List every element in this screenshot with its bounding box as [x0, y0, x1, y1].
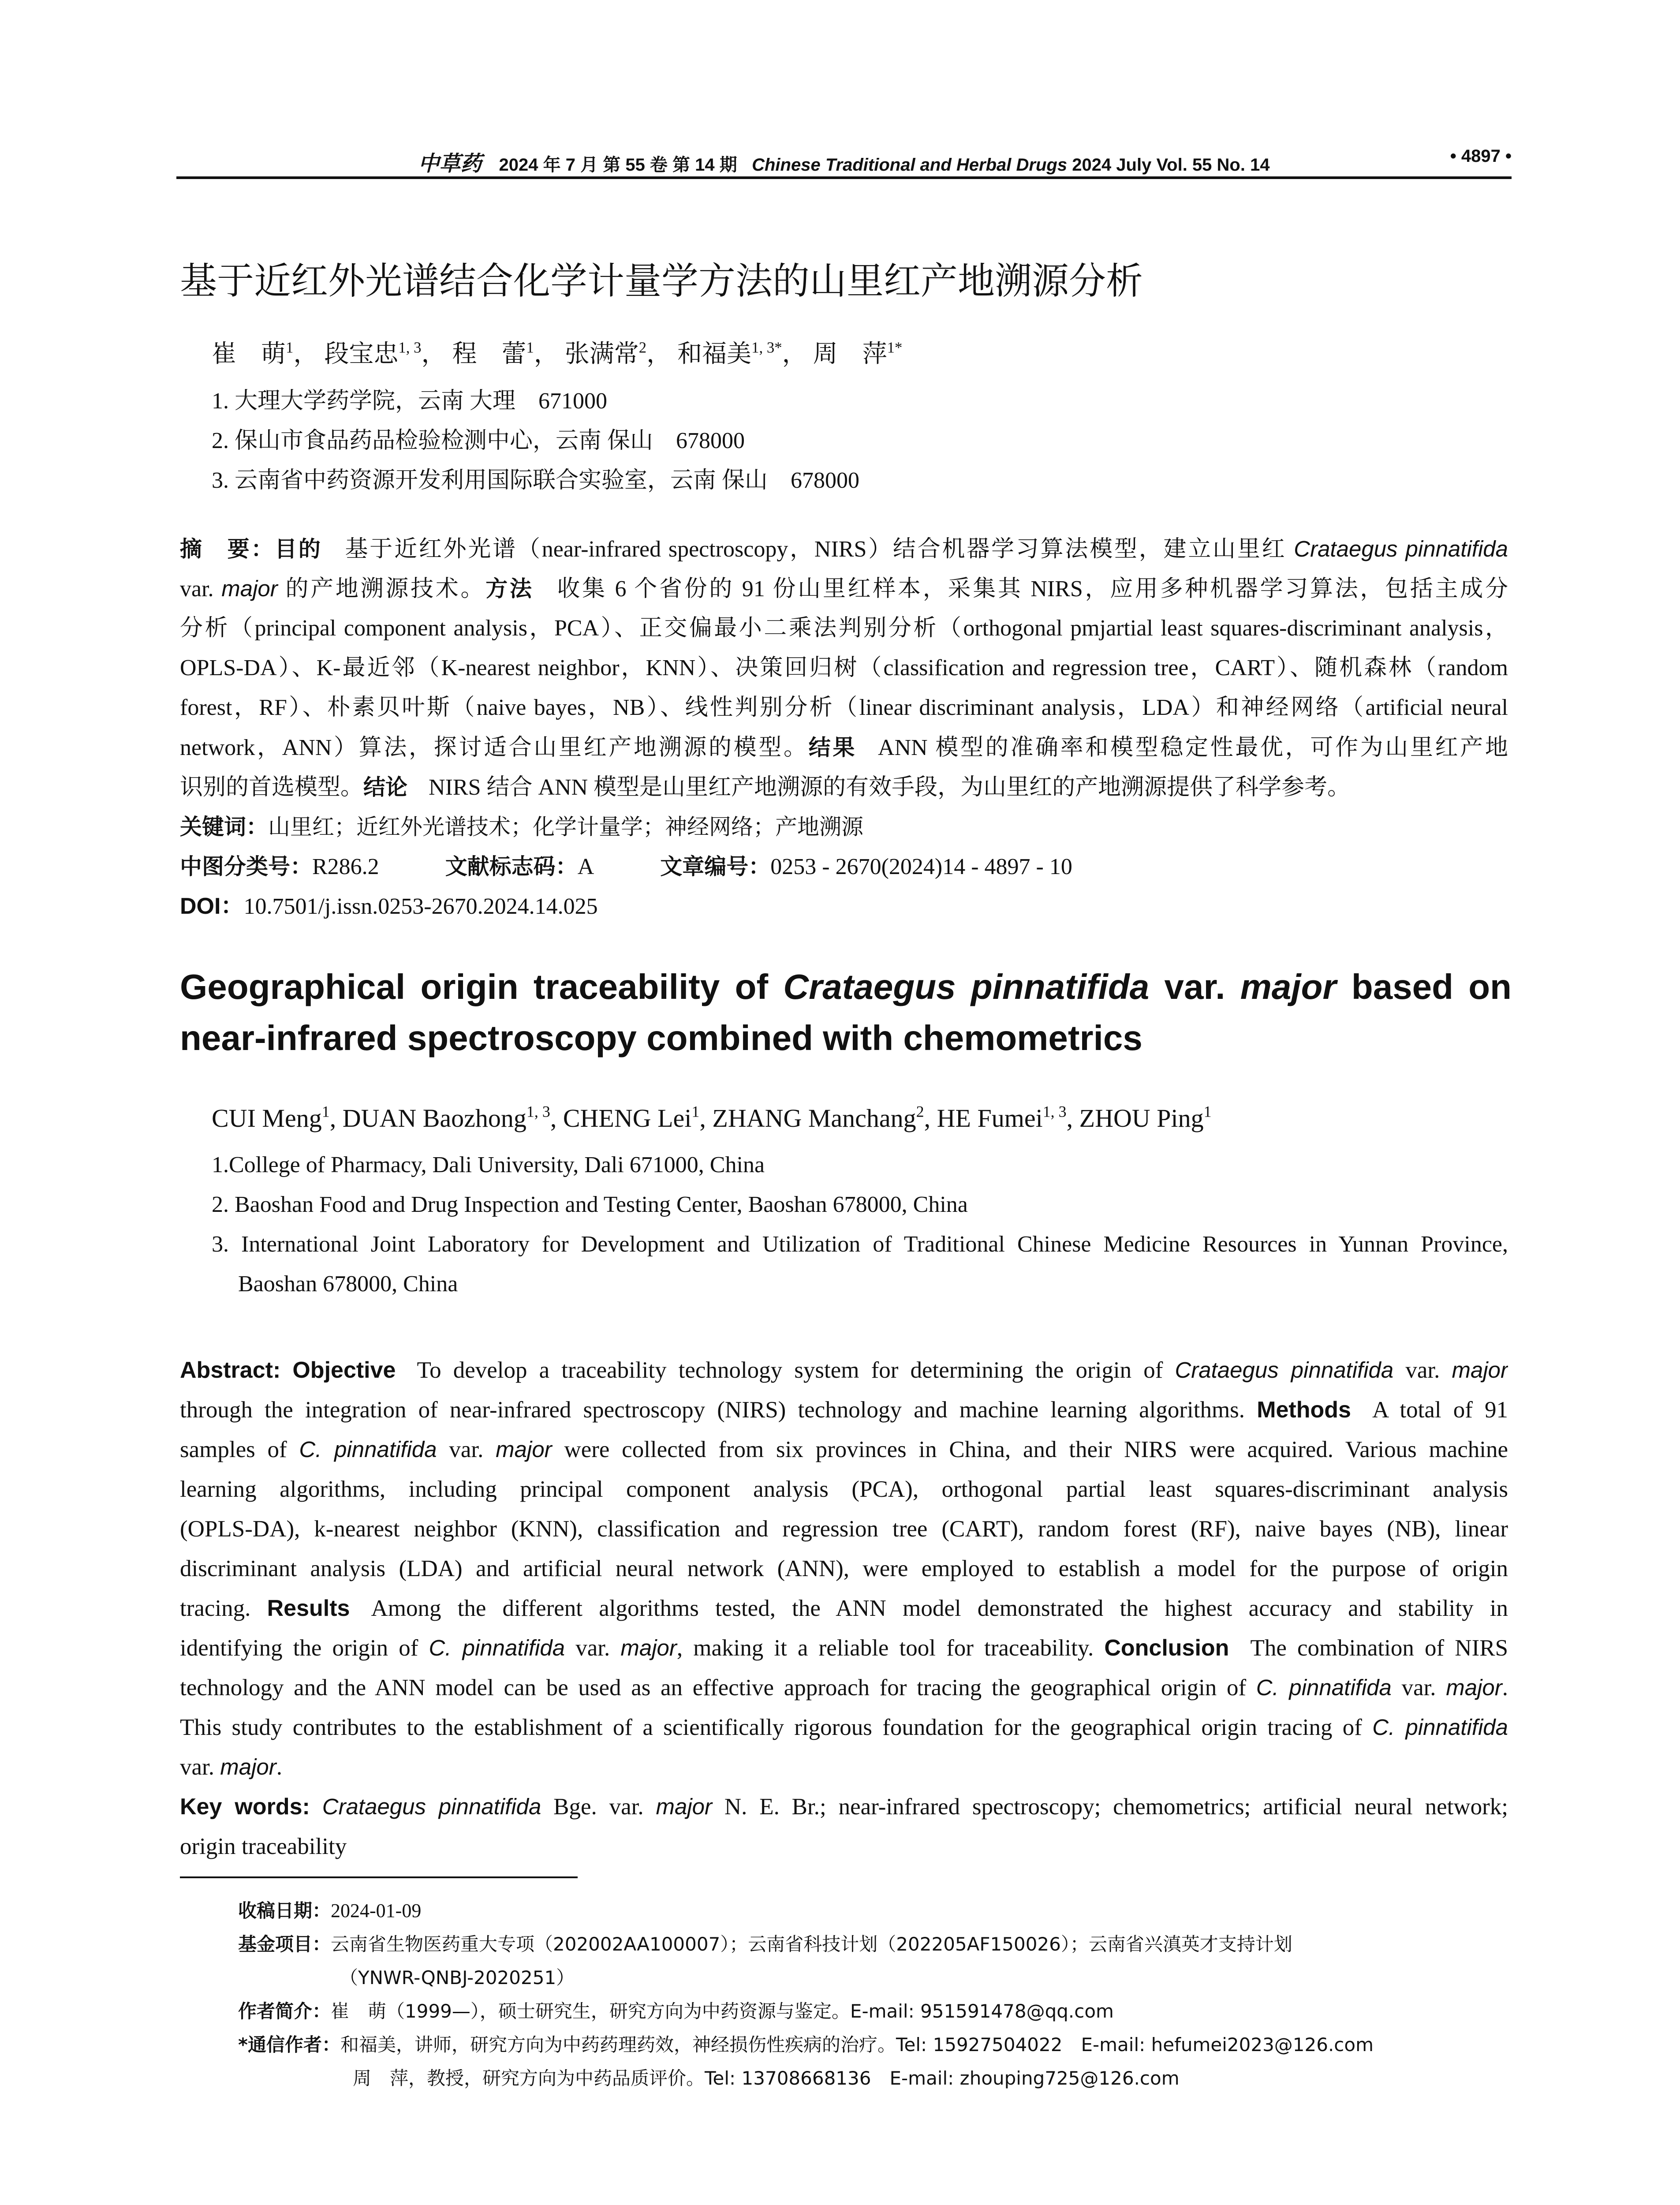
methods-label-en: Methods	[1257, 1397, 1351, 1423]
affiliation-cn: 2. 保山市食品药品检验检测中心，云南 保山 678000	[212, 428, 745, 453]
objective-label: 目的	[275, 536, 322, 562]
abstract-en-line: technology and the ANN model can be used as an effective approach for tracing the geographical origin of C. pinnatifida var. major.	[180, 1675, 1508, 1700]
footnote-received: 收稿日期：2024-01-09	[238, 1900, 422, 1921]
running-header	[176, 142, 1512, 179]
objective-label-en: Objective	[292, 1357, 396, 1383]
author-cn: 张满常	[564, 340, 639, 368]
footnote-divider	[180, 1876, 578, 1878]
affiliation-en: 2. Baoshan Food and Drug Inspection and Testing Center, Baoshan 678000, China	[212, 1192, 968, 1217]
keywords-en-line: origin traceability	[180, 1834, 347, 1859]
keywords-en: Key words: Crataegus pinnatifida Bge. var. major N. E. Br.; near-infrared spectroscopy; chemometrics; artificial neural network;	[180, 1794, 1508, 1820]
affiliation-cn: 3. 云南省中药资源开发利用国际联合实验室，云南 保山 678000	[212, 468, 860, 493]
conclusion-label: 结论	[363, 774, 408, 800]
keywords-cn: 关键词：山里红；近红外光谱技术；化学计量学；神经网络；产地溯源	[180, 814, 863, 840]
results-label-en: Results	[267, 1596, 350, 1621]
author-en: HE Fumei	[937, 1104, 1043, 1132]
abstract-en-line: This study contributes to the establishment of a scientifically rigorous foundation for the geographical origin tracing of C. pinnatifida	[180, 1715, 1508, 1740]
classification-line: 中图分类号：R286.2 文献标志码：A 文章编号：0253 - 2670(2024)14 - 4897 - 10	[180, 854, 1072, 879]
affiliation-en: 3. International Joint Laboratory for Development and Utilization of Traditional Chinese Medicine Resources in Yunnan Province,	[212, 1232, 1508, 1257]
issue-cn: 2024 年 7 月 第 55 卷 第 14 期	[499, 155, 737, 175]
author-en: DUAN Baozhong	[342, 1104, 526, 1132]
abstract-cn-line: 识别的首选模型。结论 NIRS 结合 ANN 模型是山里红产地溯源的有效手段，为山里红的产地溯源提供了科学参考。	[180, 774, 1351, 800]
abstract-cn-line: network，ANN）算法，探讨适合山里红产地溯源的模型。结果 ANN 模型的准确率和模型稳定性最优，可作为山里红产地	[180, 735, 1508, 760]
author-en: CHENG Lei	[563, 1104, 692, 1132]
affiliation-en: Baoshan 678000, China	[238, 1271, 458, 1297]
authors-cn: 崔 萌$^1$， 段宝忠$^{1, 3}$， 程 蕾$^1$， 张满常$^2$， 和福美$^{1, 3*}$， 周 萍$^{1*}$	[212, 339, 903, 368]
abstract-en-line: var. major.	[180, 1754, 283, 1780]
footnote-fund: 基金项目：云南省生物医药重大专项（202002AA100007）；云南省科技计划（202205AF150026）；云南省兴滇英才支持计划	[238, 1933, 1292, 1955]
abstract-cn-line: 摘 要：目的 基于近红外光谱（near-infrared spectroscopy，NIRS）结合机器学习算法模型，建立山里红 Crataegus pinnatifida	[180, 536, 1508, 562]
abstract-en-line: discriminant analysis (LDA) and artificial neural network (ANN), were employed to establish a model for the purpose of origin	[180, 1556, 1508, 1581]
author-en: CUI Meng	[212, 1104, 322, 1132]
journal-name-en: Chinese Traditional and Herbal Drugs	[752, 155, 1068, 175]
abstract-en-line: (OPLS-DA), k-nearest neighbor (KNN), classification and regression tree (CART), random forest (RF), naive bayes (NB), linear	[180, 1516, 1508, 1542]
abstract-en-line: through the integration of near-infrared spectroscopy (NIRS) technology and machine learning algorithms. Methods A total of 91	[180, 1397, 1508, 1423]
conclusion-label-en: Conclusion	[1104, 1635, 1229, 1661]
footnote-corresponding: *通信作者：和福美，讲师，研究方向为中药药理药效，神经损伤性疾病的治疗。Tel: 15927504022 E-mail: hefumei2023@126.com	[238, 2034, 1374, 2056]
authors-en: CUI Meng$^1$, DUAN Baozhong$^{1, 3}$, CHENG Lei$^1$, ZHANG Manchang$^2$, HE Fumei$^{1, 3}$, ZHOU Ping$^1$	[212, 1102, 1212, 1132]
journal-logo: 中草药	[418, 151, 482, 176]
author-en: ZHANG Manchang	[712, 1104, 916, 1132]
footnote-fund-cont: （YNWR-QNBJ-2020251）	[340, 1967, 575, 1988]
title-en: Geographical origin traceability of Crataegus pinnatifida var. major based on near-infrared spectroscopy combined with chemometrics	[180, 967, 1512, 1058]
doi-link[interactable]: 10.7501/j.issn.0253-2670.2024.14.025	[243, 894, 598, 919]
doi-line: DOI：10.7501/j.issn.0253-2670.2024.14.025	[180, 893, 598, 919]
abstract-en-line: learning algorithms, including principal component analysis (PCA), orthogonal partial least squares-discriminant analysis	[180, 1476, 1508, 1502]
footnote-author-bio: 作者简介：崔 萌（1999—），硕士研究生，研究方向为中药资源与鉴定。E-mail: 951591478@qq.com	[238, 2000, 1114, 2022]
author-en: ZHOU Ping	[1079, 1104, 1204, 1132]
affiliation-cn: 1. 大理大学药学院，云南 大理 671000	[212, 389, 608, 414]
abstract-en-line: samples of C. pinnatifida var. major were collected from six provinces in China, and their NIRS were acquired. Various machine	[180, 1437, 1508, 1462]
page-number: • 4897 •	[1450, 146, 1512, 166]
affiliation-en: 1.College of Pharmacy, Dali University, Dali 671000, China	[212, 1152, 765, 1177]
abstract-en-line: tracing. Results Among the different algorithms tested, the ANN model demonstrated the highest accuracy and stability in	[180, 1596, 1508, 1621]
footnote-corresponding-2: 周 萍，教授，研究方向为中药品质评价。Tel: 13708668136 E-mail: zhouping725@126.com	[353, 2067, 1180, 2089]
abstract-cn-line: var. major 的产地溯源技术。方法 收集 6 个省份的 91 份山里红样本，采集其 NIRS，应用多种机器学习算法，包括主成分	[180, 576, 1508, 602]
journal-issue-line	[176, 146, 1512, 177]
abstract-cn	[180, 529, 1508, 926]
author-cn: 周 萍	[813, 340, 887, 368]
title-cn: 基于近红外光谱结合化学计量学方法的山里红产地溯源分析	[180, 259, 1143, 303]
issue-en: 2024 July Vol. 55 No. 14	[1072, 155, 1270, 175]
abstract-en-line: Abstract: Objective To develop a traceability technology system for determining the origin of Crataegus pinnatifida var. major	[180, 1357, 1508, 1383]
author-cn: 段宝忠	[324, 340, 399, 368]
abstract-cn-line: OPLS-DA）、K-最近邻（K-nearest neighbor，KNN）、决策回归树（classification and regression tree，CART）、随机森林（random	[180, 655, 1508, 680]
abstract-en	[180, 1350, 1508, 1866]
results-label: 结果	[808, 735, 857, 760]
author-cn: 崔 萌	[212, 340, 286, 368]
methods-label: 方法	[485, 576, 534, 602]
abstract-en-line: identifying the origin of C. pinnatifida var. major, making it a reliable tool for traceability. Conclusion The combination of NIRS	[180, 1635, 1508, 1661]
abstract-cn-line: 分析（principal component analysis，PCA）、正交偏最小二乘法判别分析（orthogonal pmjartial least squares-discriminant analysis，	[180, 616, 1508, 641]
author-cn: 程 蕾	[452, 340, 526, 368]
author-cn: 和福美	[677, 340, 752, 368]
abstract-cn-line: forest，RF）、朴素贝叶斯（naive bayes，NB）、线性判别分析（linear discriminant analysis，LDA）和神经网络（artificial neural	[180, 695, 1508, 720]
abstract-cn-label: 摘 要：	[180, 536, 275, 562]
